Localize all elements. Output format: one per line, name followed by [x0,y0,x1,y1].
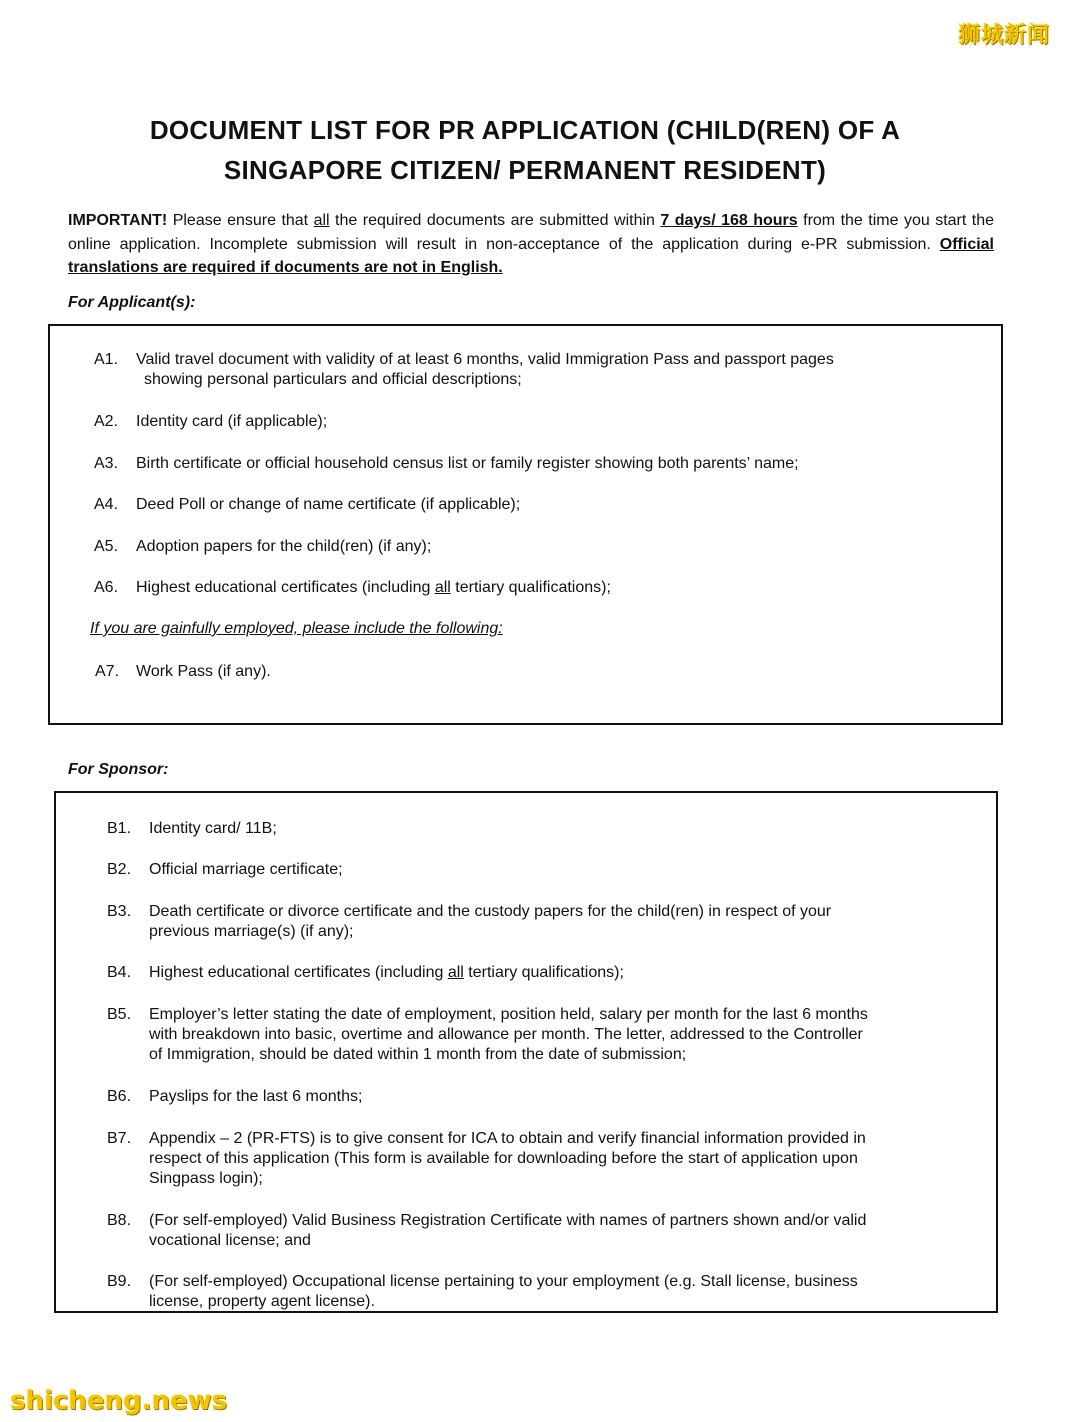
item-text-continued: respect of this application (This form is available for downloading before the start of application upon [149,1150,858,1167]
list-item-a6 [94,578,974,598]
important-text-3: from the time you start the online application. Incomplete submission will result in non-acceptance of the application during e-PR submission. [68,212,995,253]
item-text: Deed Poll or change of name certificate (if applicable); [136,496,521,513]
important-label: IMPORTANT! [68,212,168,229]
list-item-b4 [107,963,967,983]
item-text-all: all [447,964,464,981]
list-item-b2 [107,860,967,880]
item-text-continued: showing personal particulars and official descriptions; [144,371,522,388]
item-text: Death certificate or divorce certificate and the custody papers for the child(ren) in respect of your [149,903,832,920]
list-item-b8 [107,1211,967,1251]
page-title [60,110,990,190]
sponsor-section-label: For Sponsor: [68,761,169,778]
item-text-continued: license, property agent license). [149,1293,375,1310]
item-text: Valid travel document with validity of at least 6 months, valid Immigration Pass and passport pages [136,351,834,368]
important-deadline: 7 days/ 168 hours [660,212,798,229]
list-item-a5 [94,537,974,557]
list-item-b3 [107,902,967,942]
item-number: B5. [107,1006,132,1023]
sponsor-documents-box [54,791,998,1313]
item-text [94,578,974,598]
item-number: A1. [94,351,119,368]
item-text-continued: previous marriage(s) (if any); [149,923,354,940]
list-item-b7 [107,1129,967,1189]
list-item-b6 [107,1087,967,1107]
item-number: B9. [107,1273,132,1290]
list-item-b9 [107,1272,967,1312]
item-text: Identity card (if applicable); [136,413,328,430]
item-number: B6. [107,1088,132,1105]
item-number: B4. [107,964,132,981]
item-text: Work Pass (if any). [136,663,271,680]
title-line-2: SINGAPORE CITIZEN/ PERMANENT RESIDENT) [223,155,827,185]
important-text-2: the required documents are submitted within [329,212,661,229]
item-text-pre: Highest educational certificates (including [136,579,435,596]
item-text: (For self-employed) Occupational license pertaining to your employment (e.g. Stall license, business [149,1273,858,1290]
item-number: A3. [94,455,119,472]
item-text-post: tertiary qualifications); [463,964,624,981]
item-text-post: tertiary qualifications); [450,579,611,596]
watermark-logo-top: 狮城新闻 [957,23,1050,48]
list-item-a2 [94,412,974,432]
item-number: B1. [107,820,132,837]
item-text: Employer’s letter stating the date of employment, position held, salary per month for the last 6 months [149,1006,868,1023]
translation-note: Official translations are required if documents are not in English. [68,235,994,276]
employed-note: If you are gainfully employed, please include the following: [90,620,503,637]
item-text-all: all [434,579,451,596]
item-number: A4. [94,496,119,513]
item-text: Appendix – 2 (PR-FTS) is to give consent for ICA to obtain and verify financial information provided in [149,1130,866,1147]
item-text-continued-2: of Immigration, should be dated within 1 month from the date of submission; [149,1046,687,1063]
item-text [107,963,967,983]
list-item-a1 [94,350,974,390]
item-text: Identity card/ 11B; [149,820,277,837]
item-number: B8. [107,1212,132,1229]
item-text-continued: with breakdown into basic, overtime and allowance per month. The letter, addressed to the Controller [149,1026,863,1043]
item-number: B2. [107,861,132,878]
item-text: Adoption papers for the child(ren) (if any); [136,538,432,555]
item-text: (For self-employed) Valid Business Registration Certificate with names of partners shown and/or valid [149,1212,867,1229]
list-item-a7 [95,662,975,682]
title-line-1: DOCUMENT LIST FOR PR APPLICATION (CHILD(REN) OF A [149,115,901,145]
watermark-logo-bottom: shicheng.news [10,1386,228,1416]
item-number: A7. [95,663,120,680]
important-text-1: Please ensure that [167,212,314,229]
item-number: A6. [94,579,119,596]
item-text: Official marriage certificate; [149,861,343,878]
item-text: Payslips for the last 6 months; [149,1088,363,1105]
important-all: all [313,212,330,229]
important-notice [68,209,994,280]
item-number: B3. [107,903,132,920]
item-text-pre: Highest educational certificates (including [149,964,448,981]
item-text-continued: vocational license; and [149,1232,311,1249]
list-item-b1 [107,819,967,839]
list-item-b5 [107,1005,967,1065]
item-text-continued-2: Singpass login); [149,1170,263,1187]
item-text: Birth certificate or official household census list or family register showing both parents’ name; [136,455,799,472]
applicant-section-label: For Applicant(s): [68,294,196,311]
item-number: A2. [94,413,119,430]
item-number: B7. [107,1130,132,1147]
list-item-a3 [94,454,974,474]
item-number: A5. [94,538,119,555]
list-item-a4 [94,495,974,515]
applicant-documents-box [48,324,1003,725]
